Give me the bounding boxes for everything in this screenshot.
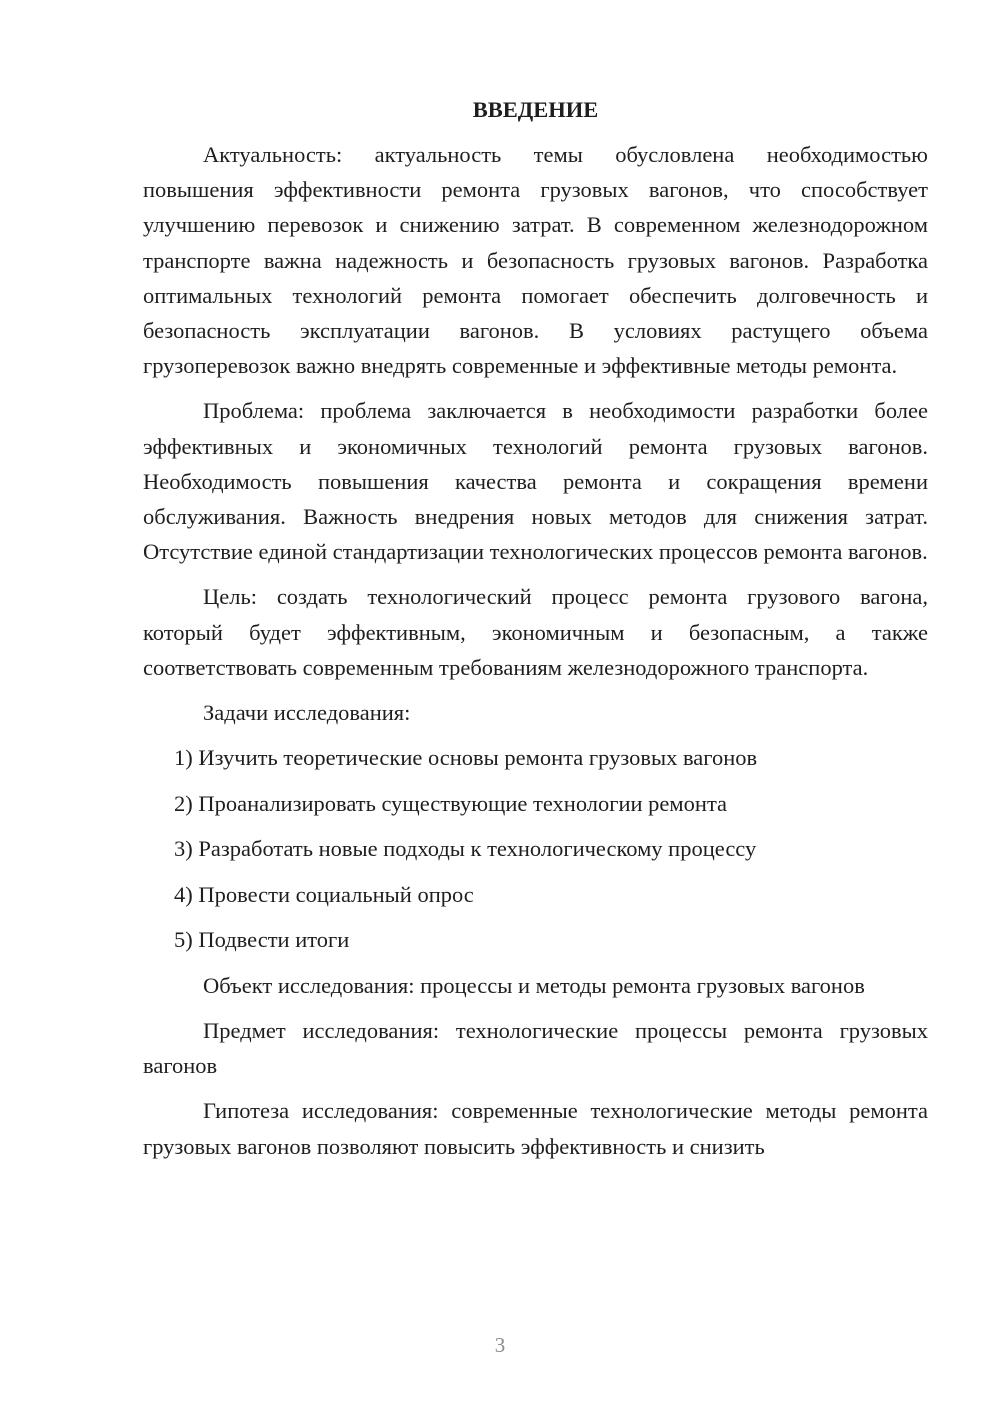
task-item: 5) Подвести итоги xyxy=(174,927,350,953)
page-number: 3 xyxy=(494,1333,506,1357)
task-item: 4) Провести социальный опрос xyxy=(174,881,474,907)
task-item: 3) Разработать новые подходы к технологическому процессу xyxy=(174,836,757,862)
task-item: 1) Изучить теоретические основы ремонта грузовых вагонов xyxy=(174,745,758,771)
task-item: 2) Проанализировать существующие технологии ремонта xyxy=(174,790,728,816)
paragraph-object: Объект исследования: процессы и методы ремонта грузовых вагонов xyxy=(203,972,865,998)
tasks-heading: Задачи исследования: xyxy=(203,700,411,726)
paragraph-hypothesis: Гипотеза исследования: современные технологические методы ремонта грузовых вагонов позволяют повысить эффективность и снизить xyxy=(143,1098,928,1159)
page-content xyxy=(143,95,928,1164)
paragraph-subject: Предмет исследования: технологические процессы ремонта грузовых вагонов xyxy=(143,1017,928,1079)
paragraph-problem: Проблема: проблема заключается в необходимости разработки более эффективных и экономичных технологий ремонта грузовых вагонов. Необходимость повышения качества ремонта и сокращения времени обслуживания. Важность внедрения новых методов для снижения затрат. Отсутствие единой стандартизации технологических процессов ремонта вагонов. xyxy=(143,398,928,565)
tasks-list xyxy=(143,740,928,957)
paragraph-goal: Цель: создать технологический процесс ремонта грузового вагона, который будет эффективным, экономичным и безопасным, а также соответствовать современным требованиям железнодорожного транспорта. xyxy=(143,584,928,680)
paragraph-relevance: Актуальность: актуальность темы обусловлена необходимостью повышения эффективности ремонта грузовых вагонов, что способствует улучшению перевозок и снижению затрат. В современном железнодорожном транспорте важна надежность и безопасность грузовых вагонов. Разработка оптимальных технологий ремонта помогает обеспечить долговечность и безопасность эксплуатации вагонов. В условиях растущего объема грузоперевозок важно внедрять современные и эффективные методы ремонта. xyxy=(143,142,928,379)
section-title: ВВЕДЕНИЕ xyxy=(472,97,599,122)
